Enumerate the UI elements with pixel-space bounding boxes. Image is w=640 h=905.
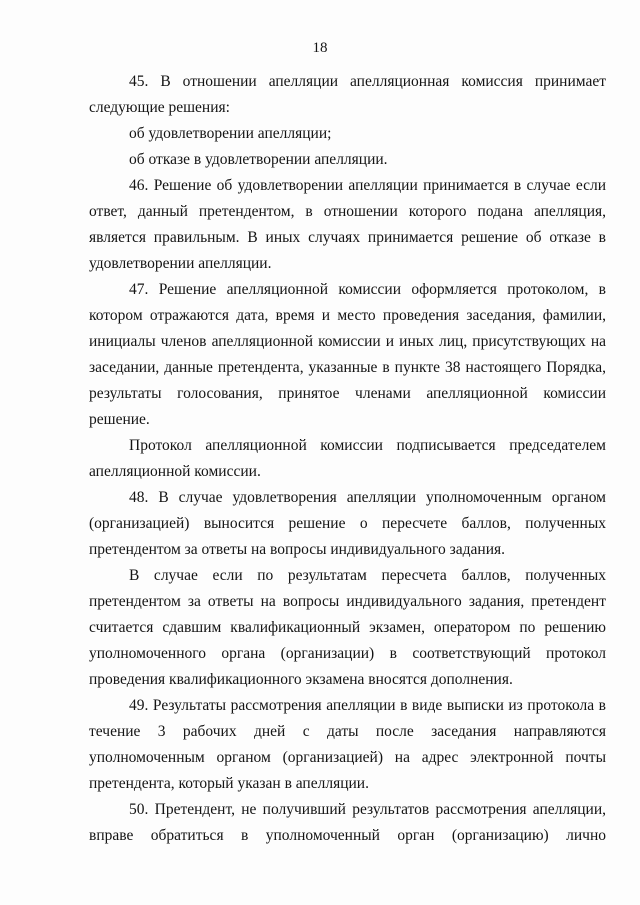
page-number: 18 (312, 40, 328, 56)
paragraph-50: 50. Претендент, не получивший результатов рассмотрения апелляции, вправе обратиться в уполномоченный орган (организацию) лично (89, 801, 606, 844)
decision-option-approve: об удовлетворении апелляции; (129, 125, 332, 142)
paragraph-48-recount: В случае если по результатам пересчета баллов, полученных претендентом за ответы на вопросы индивидуального задания, претендент считается сдавшим квалификационный экзамен, оператором по решению уполномоченного органа (организации) в соответствующий протокол проведения квалификационного экзамена вносятся дополнения. (89, 567, 606, 688)
paragraph-47-protocol: Протокол апелляционной комиссии подписывается председателем апелляционной комиссии. (89, 437, 606, 480)
paragraph-46: 46. Решение об удовлетворении апелляции принимается в случае если ответ, данный претендентом, в отношении которого подана апелляция, является правильным. В иных случаях принимается решение об отказе в удовлетворении апелляции. (89, 177, 606, 272)
paragraph-45: 45. В отношении апелляции апелляционная комиссия принимает следующие решения: (89, 73, 606, 116)
paragraph-49: 49. Результаты рассмотрения апелляции в виде выписки из протокола в течение 3 рабочих дней с даты после заседания направляются уполномоченным органом (организацией) на адрес электронной почты претендента, который указан в апелляции. (89, 697, 606, 792)
paragraph-47: 47. Решение апелляционной комиссии оформляется протоколом, в котором отражаются дата, время и место проведения заседания, фамилии, инициалы членов апелляционной комиссии и иных лиц, присутствующих на заседании, данные претендента, указанные в пункте 38 настоящего Порядка, результаты голосования, принятое членами апелляционной комиссии решение. (89, 281, 606, 428)
document-body (89, 69, 606, 849)
paragraph-48: 48. В случае удовлетворения апелляции уполномоченным органом (организацией) выносится решение о пересчете баллов, полученных претендентом за ответы на вопросы индивидуального задания. (89, 489, 606, 558)
decision-option-reject: об отказе в удовлетворении апелляции. (129, 151, 388, 168)
